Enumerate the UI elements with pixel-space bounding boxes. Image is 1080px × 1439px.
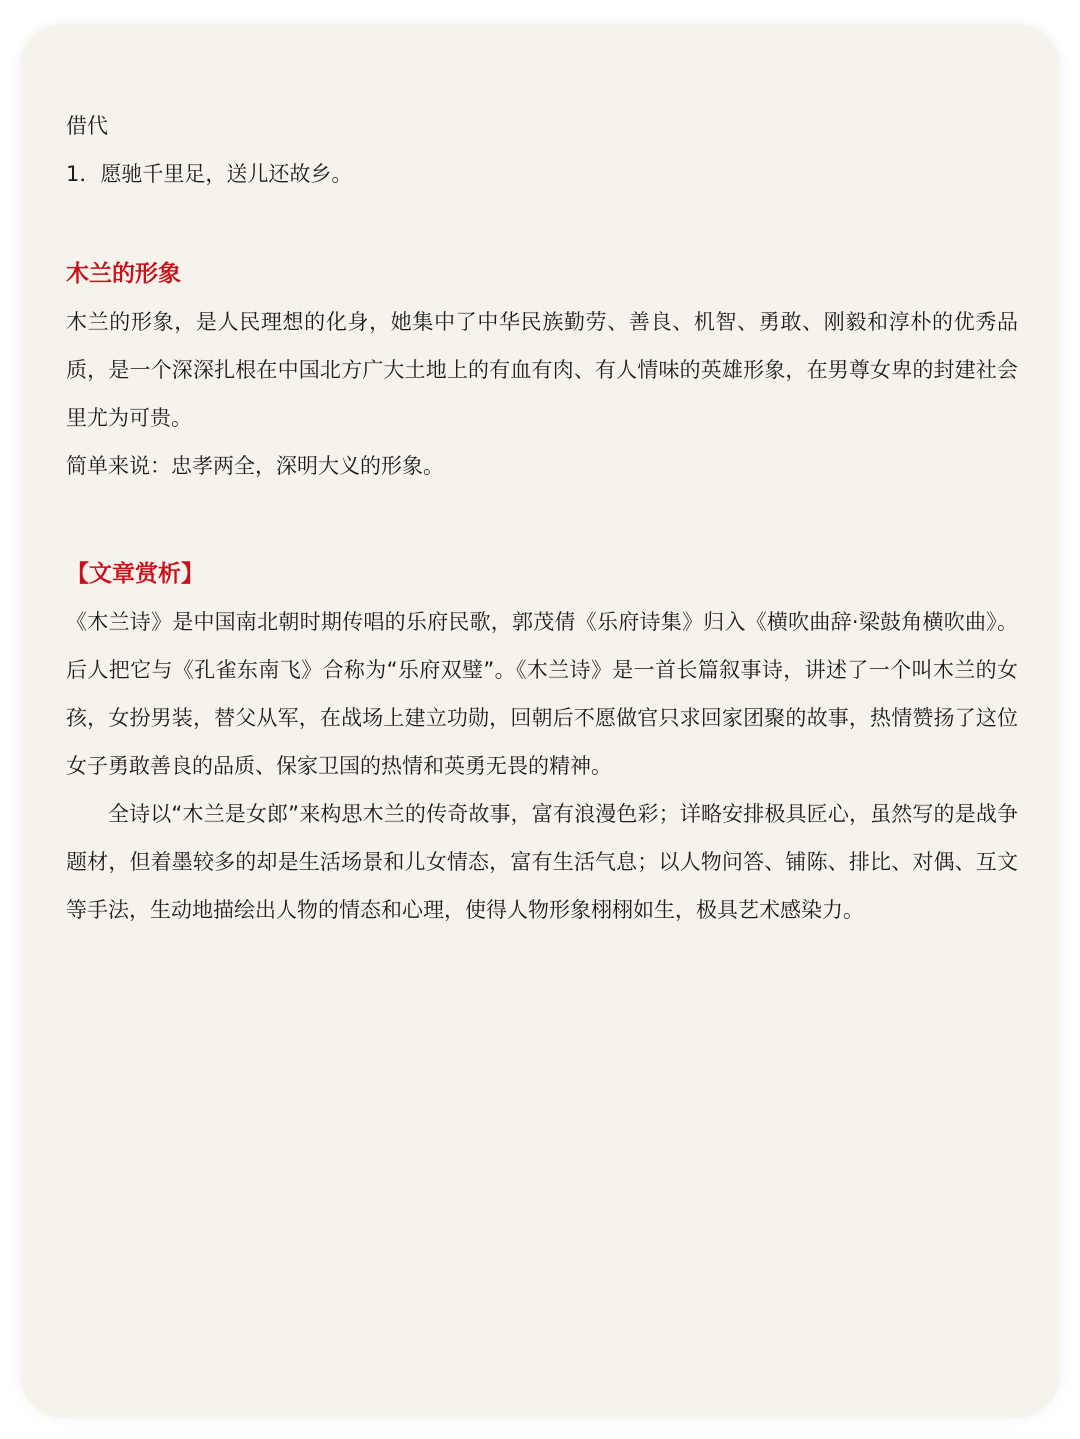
- mulan-image-summary: 简单来说：忠孝两全，深明大义的形象。: [66, 454, 444, 478]
- spacer: [66, 198, 1018, 250]
- section-heading-mulan-image: 木兰的形象: [66, 261, 181, 287]
- appreciation-paragraph-2: 全诗以“木兰是女郎”来构思木兰的传奇故事，富有浪漫色彩；详略安排极具匠心，虽然写的是战争题材，但着墨较多的却是生活场景和儿女情态，富有生活气息；以人物问答、铺陈、排比、对偶、互文等手法，生动地描绘出人物的情态和心理，使得人物形象栩栩如生，极具艺术感染力。: [66, 802, 1018, 922]
- page-card: [20, 24, 1060, 1418]
- rhetoric-example: 1．愿驰千里足，送儿还故乡。: [66, 162, 353, 186]
- spacer: [66, 490, 1018, 550]
- rhetoric-label: 借代: [66, 114, 108, 138]
- document-content: [66, 102, 1018, 934]
- section-heading-appreciation: 【文章赏析】: [66, 561, 204, 587]
- mulan-image-paragraph: 木兰的形象，是人民理想的化身，她集中了中华民族勤劳、善良、机智、勇敢、刚毅和淳朴的优秀品质，是一个深深扎根在中国北方广大土地上的有血有肉、有人情味的英雄形象，在男尊女卑的封建社会里尤为可贵。: [66, 310, 1018, 430]
- appreciation-paragraph-1: 《木兰诗》是中国南北朝时期传唱的乐府民歌，郭茂倩《乐府诗集》归入《横吹曲辞·梁鼓角横吹曲》。后人把它与《孔雀东南飞》合称为“乐府双璧”。《木兰诗》是一首长篇叙事诗，讲述了一个叫木兰的女孩，女扮男装，替父从军，在战场上建立功勋，回朝后不愿做官只求回家团聚的故事，热情赞扬了这位女子勇敢善良的品质、保家卫国的热情和英勇无畏的精神。: [66, 610, 1018, 778]
